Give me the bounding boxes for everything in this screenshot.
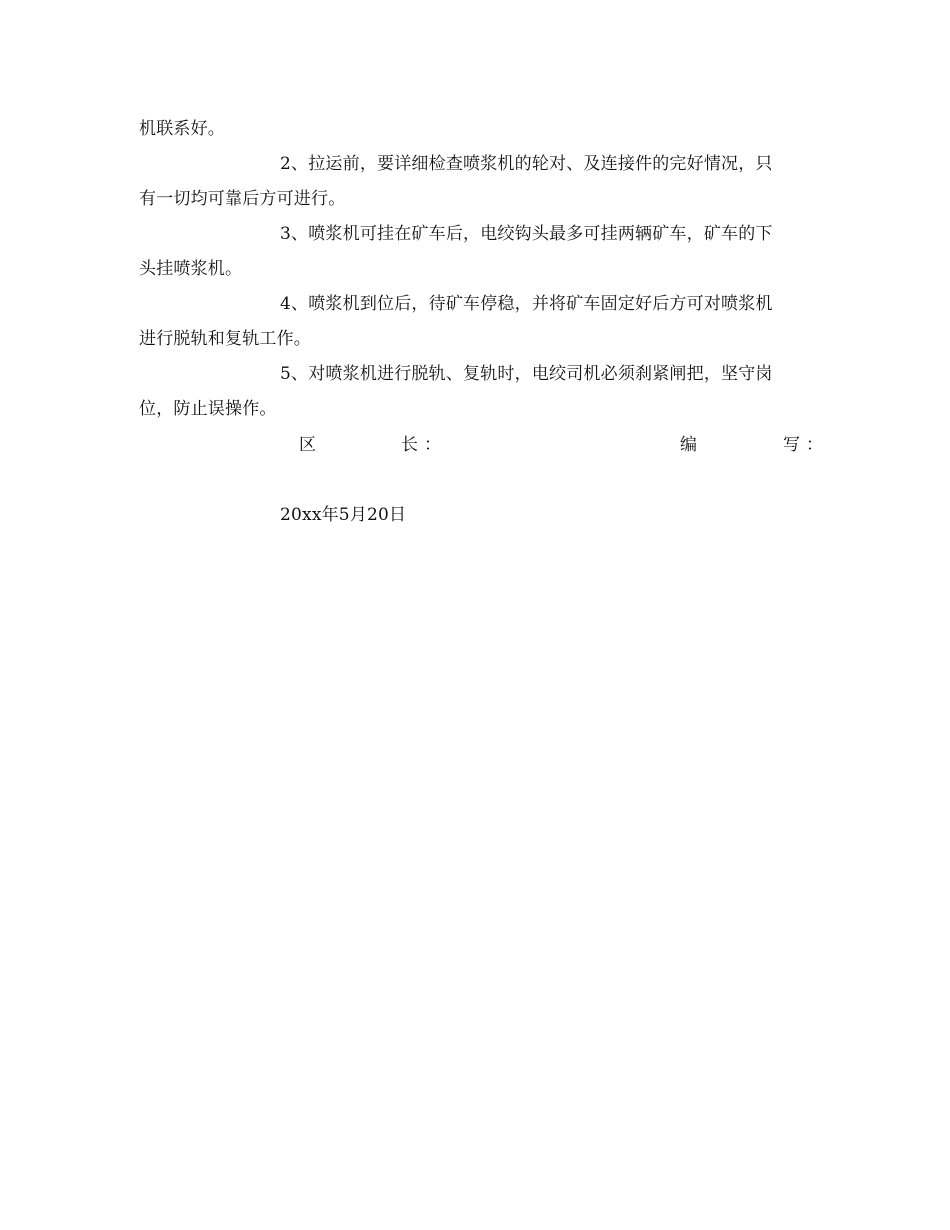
text-line-9: 位，防止误操作。 xyxy=(139,399,277,419)
signature-zhang: 长 xyxy=(401,435,418,455)
signature-colon-1: ： xyxy=(424,435,441,455)
signature-colon-2: ： xyxy=(806,435,823,455)
document-date: 20xx年5月20日 xyxy=(280,505,407,525)
text-line-4: 3、喷浆机可挂在矿车后，电绞钩头最多可挂两辆矿车，矿车的下 xyxy=(280,224,773,244)
text-line-8: 5、对喷浆机进行脱轨、复轨时，电绞司机必须刹紧闸把，坚守岗 xyxy=(280,364,773,384)
text-line-2: 2、拉运前，要详细检查喷浆机的轮对、及连接件的完好情况，只 xyxy=(280,154,773,174)
text-line-5: 头挂喷浆机。 xyxy=(139,259,243,279)
signature-qu: 区 xyxy=(299,435,316,455)
text-line-3: 有一切均可靠后方可进行。 xyxy=(139,189,346,209)
text-line-7: 进行脱轨和复轨工作。 xyxy=(139,329,311,349)
signature-xie: 写 xyxy=(783,435,800,455)
signature-bian: 编 xyxy=(680,435,697,455)
text-line-6: 4、喷浆机到位后，待矿车停稳，并将矿车固定好后方可对喷浆机 xyxy=(280,294,773,314)
text-line-1: 机联系好。 xyxy=(139,119,225,139)
